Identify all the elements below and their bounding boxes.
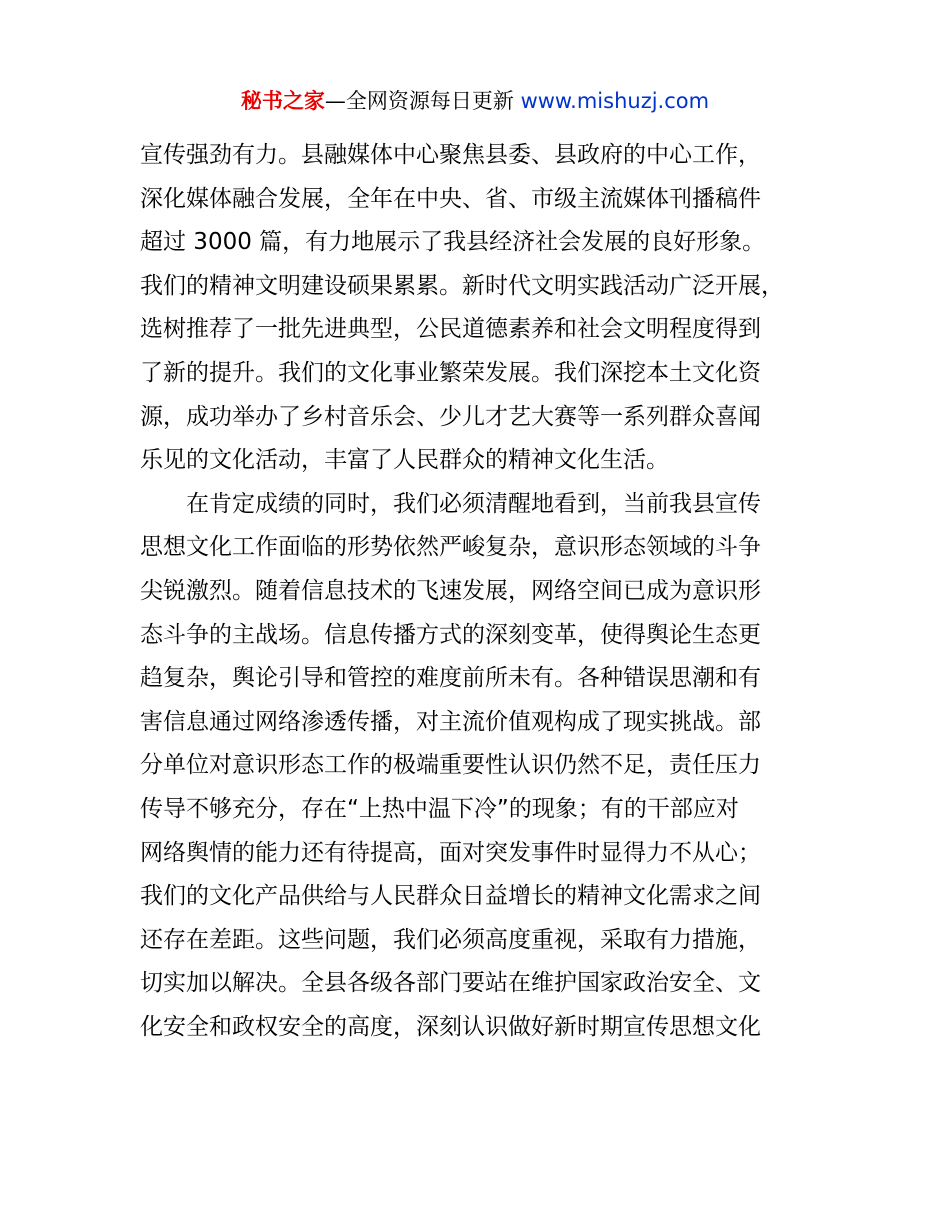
text-line: 思想文化工作面临的形势依然严峻复杂，意识形态领域的斗争 xyxy=(140,534,761,561)
text-line: 尖锐激烈。随着信息技术的飞速发展，网络空间已成为意识形 xyxy=(140,577,761,604)
text-line: 趋复杂，舆论引导和管控的难度前所未有。各种错误思潮和有 xyxy=(140,665,761,692)
brand-name: 秘书之家 xyxy=(240,89,325,113)
header-tagline: —全网资源每日更新 xyxy=(324,89,521,113)
text-line: 化安全和政权安全的高度，深刻认识做好新时期宣传思想文化 xyxy=(140,1013,761,1040)
text-line: 超过 3000 篇，有力地展示了我县经济社会发展的良好形象。 xyxy=(140,229,766,256)
text-line: 了新的提升。我们的文化事业繁荣发展。我们深挖本土文化资 xyxy=(140,359,761,386)
text-line: 切实加以解决。全县各级各部门要站在维护国家政治安全、文 xyxy=(140,970,761,997)
text-line: 深化媒体融合发展，全年在中央、省、市级主流媒体刊播稿件 xyxy=(140,185,761,212)
site-url[interactable]: www.mishuzj.com xyxy=(520,89,710,113)
text-line: 选树推荐了一批先进典型，公民道德素养和社会文明程度得到 xyxy=(140,316,761,343)
text-line: 网络舆情的能力还有待提高，面对突发事件时显得力不从心； xyxy=(140,839,761,866)
text-line: 源，成功举办了乡村音乐会、少儿才艺大赛等一系列群众喜闻 xyxy=(140,403,761,430)
text-line: 害信息通过网络渗透传播，对主流价值观构成了现实挑战。部 xyxy=(140,708,761,735)
text-line: 乐见的文化活动，丰富了人民群众的精神文化生活。 xyxy=(140,447,669,474)
page-header xyxy=(0,86,950,116)
text-line: 态斗争的主战场。信息传播方式的深刻变革，使得舆论生态更 xyxy=(140,621,761,648)
paragraph-start-line: 在肯定成绩的同时，我们必须清醒地看到，当前我县宣传 xyxy=(186,490,761,517)
document-body xyxy=(140,134,830,1049)
text-line: 分单位对意识形态工作的极端重要性认识仍然不足，责任压力 xyxy=(140,752,761,779)
text-line: 传导不够充分，存在“上热中温下冷”的现象；有的干部应对 xyxy=(140,795,739,822)
text-line: 我们的文化产品供给与人民群众日益增长的精神文化需求之间 xyxy=(140,883,761,910)
text-line: 宣传强劲有力。县融媒体中心聚焦县委、县政府的中心工作， xyxy=(140,142,761,168)
text-line: 我们的精神文明建设硕果累累。新时代文明实践活动广泛开展， xyxy=(140,272,784,299)
text-line: 还存在差距。这些问题，我们必须高度重视，采取有力措施， xyxy=(140,926,761,953)
